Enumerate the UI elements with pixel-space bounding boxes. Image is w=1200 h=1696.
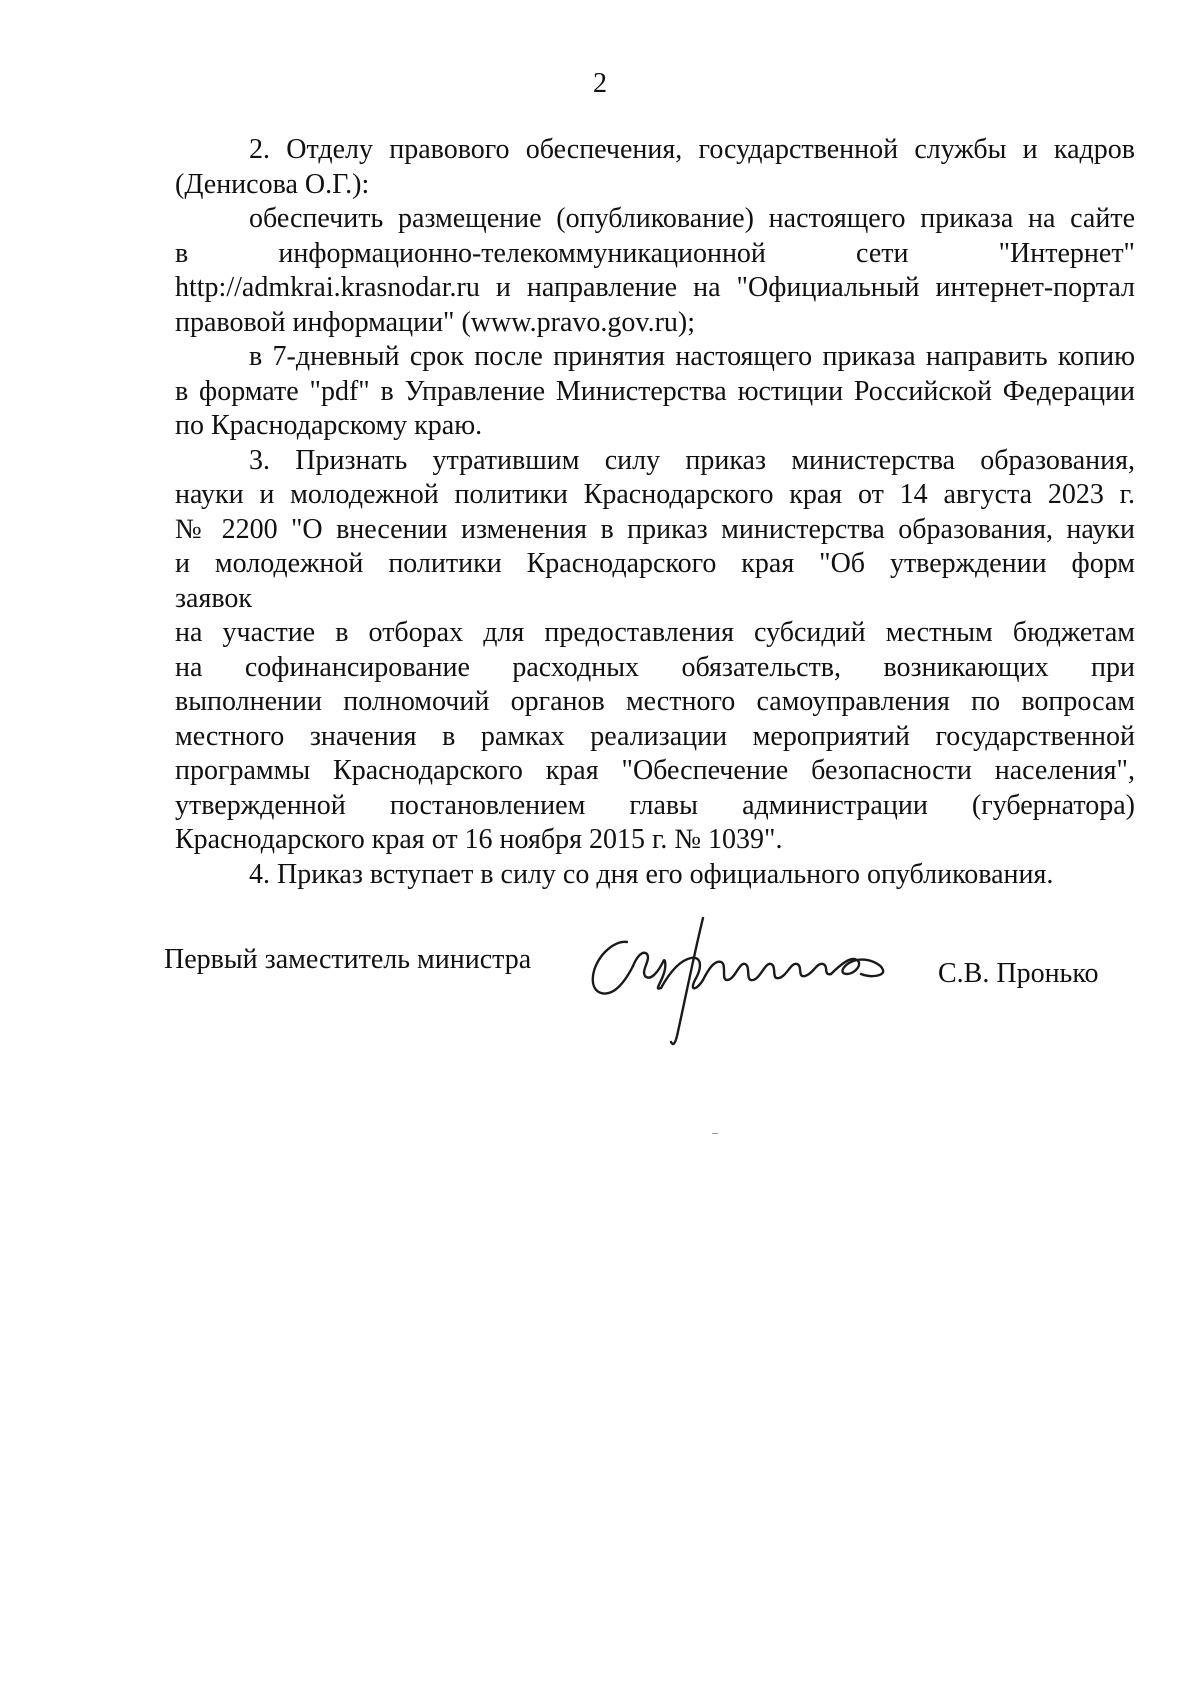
document-body bbox=[175, 133, 1135, 892]
handwritten-signature bbox=[585, 900, 925, 1050]
paragraph-line: программы Краснодарского края "Обеспечение безопасности населения", bbox=[175, 755, 1135, 786]
scan-speck bbox=[712, 1133, 718, 1134]
paragraph-line: и молодежной политики Краснодарского края "Об утверждении форм bbox=[175, 548, 1135, 579]
paragraph-line: http://admkrai.krasnodar.ru и направление на "Официальный интернет-портал bbox=[175, 272, 1135, 303]
paragraph-line: на участие в отборах для предоставления субсидий местным бюджетам bbox=[175, 617, 1135, 648]
signer-position: Первый заместитель министра bbox=[164, 944, 532, 975]
paragraph-2 bbox=[175, 133, 1135, 202]
paragraph-line: утвержденной постановлением главы администрации (губернатора) bbox=[175, 789, 1135, 821]
paragraph-line: 2. Отделу правового обеспечения, государственной службы и кадров bbox=[249, 134, 1135, 165]
signer-name: С.В. Пронько bbox=[938, 958, 1099, 989]
paragraph-line: местного значения в рамках реализации мероприятий государственной bbox=[175, 720, 1135, 752]
paragraph-line: заявок bbox=[175, 582, 252, 614]
paragraph-line: науки и молодежной политики Краснодарского края от 14 августа 2023 г. bbox=[175, 479, 1135, 510]
paragraph-line: в 7-дневный срок после принятия настоящего приказа направить копию bbox=[249, 341, 1135, 372]
signature-block bbox=[0, 900, 1200, 1050]
paragraph-line: правовой информации" (www.pravo.gov.ru); bbox=[175, 306, 696, 338]
paragraph-line: Краснодарского края от 16 ноября 2015 г. № 1039". bbox=[175, 824, 783, 855]
paragraph-3 bbox=[175, 444, 1135, 858]
paragraph-2-publication bbox=[175, 202, 1135, 340]
paragraph-line: на софинансирование расходных обязательств, возникающих при bbox=[175, 651, 1135, 683]
paragraph-line: в формате "pdf" в Управление Министерства юстиции Российской Федерации bbox=[175, 375, 1135, 407]
paragraph-2-copy bbox=[175, 340, 1135, 444]
page-number: 2 bbox=[593, 68, 607, 99]
paragraph-line: (Денисова О.Г.): bbox=[175, 168, 370, 200]
paragraph-line: № 2200 "О внесении изменения в приказ министерства образования, науки bbox=[175, 513, 1135, 545]
paragraph-line: по Краснодарскому краю. bbox=[175, 410, 483, 441]
paragraph-line: выполнении полномочий органов местного самоуправления по вопросам bbox=[175, 686, 1135, 717]
paragraph-line: 3. Признать утратившим силу приказ министерства образования, bbox=[249, 444, 1135, 476]
paragraph-line: 4. Приказ вступает в силу со дня его официального опубликования. bbox=[249, 858, 1054, 890]
paragraph-line: обеспечить размещение (опубликование) настоящего приказа на сайте bbox=[249, 203, 1135, 234]
paragraph-line: в информационно-телекоммуникационной сети "Интернет" bbox=[175, 237, 1135, 269]
paragraph-4 bbox=[175, 858, 1135, 893]
